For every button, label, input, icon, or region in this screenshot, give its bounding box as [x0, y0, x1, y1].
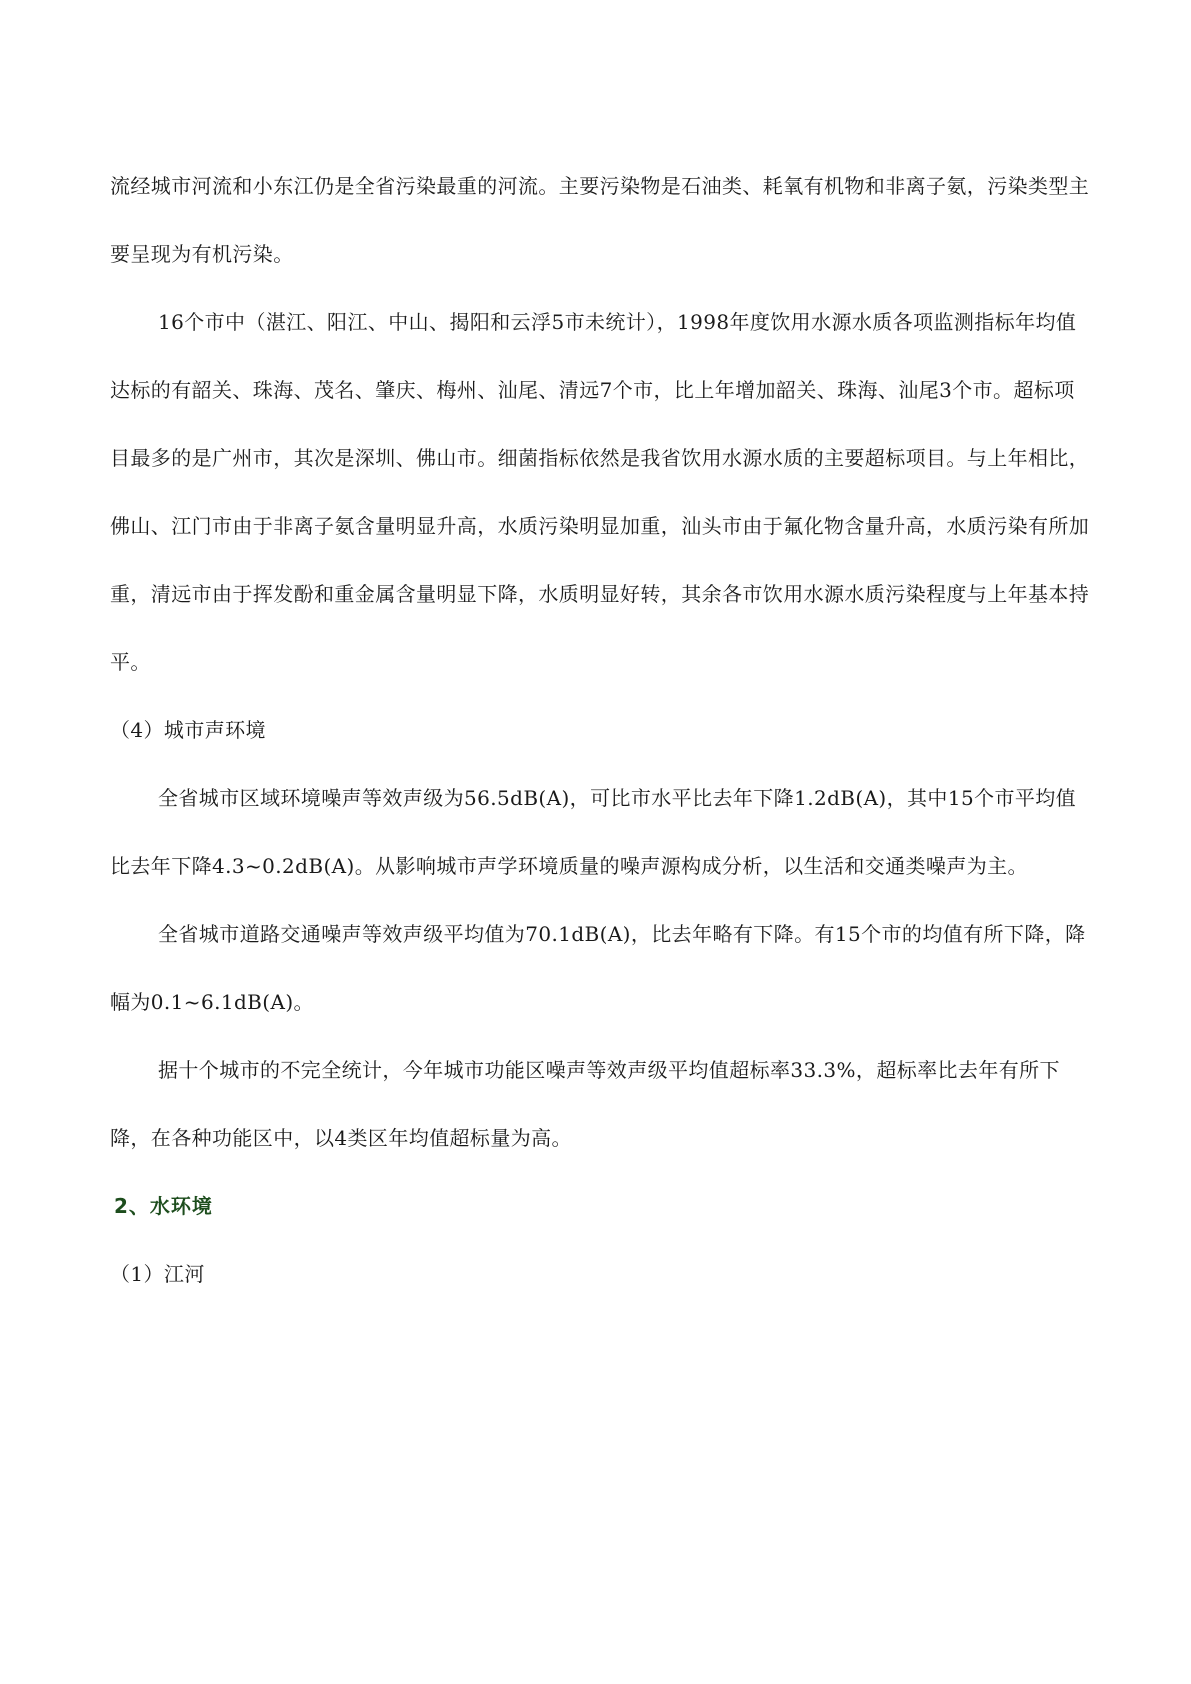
paragraph-regional-noise: 全省城市区域环境噪声等效声级为56.5dB(A)，可比市水平比去年下降1.2dB(A)，其中15个市平均值比去年下降4.3~0.2dB(A)。从影响城市声学环境质量的噪声源构成分析，以生活和交通类噪声为主。 — [110, 786, 1077, 878]
section-heading-water: 2、水环境 — [114, 1194, 213, 1218]
subheading-urban-noise: （4）城市声环境 — [110, 718, 266, 742]
paragraph-traffic-noise: 全省城市道路交通噪声等效声级平均值为70.1dB(A)，比去年略有下降。有15个市的均值有所下降，降幅为0.1~6.1dB(A)。 — [110, 922, 1086, 1014]
paragraph-functional-zone-noise: 据十个城市的不完全统计，今年城市功能区噪声等效声级平均值超标率33.3%，超标率比去年有所下降，在各种功能区中，以4类区年均值超标量为高。 — [110, 1058, 1060, 1150]
paragraph-river-pollution: 流经城市河流和小东江仍是全省污染最重的河流。主要污染物是石油类、耗氧有机物和非离子氨，污染类型主要呈现为有机污染。 — [110, 174, 1090, 266]
document-page — [110, 152, 1090, 1308]
paragraph-drinking-water: 16个市中（湛江、阳江、中山、揭阳和云浮5市未统计），1998年度饮用水源水质各项监测指标年均值达标的有韶关、珠海、茂名、肇庆、梅州、汕尾、清远7个市，比上年增加韶关、珠海、汕尾3个市。超标项目最多的是广州市，其次是深圳、佛山市。细菌指标依然是我省饮用水源水质的主要超标项目。与上年相比，佛山、江门市由于非离子氨含量明显升高，水质污染明显加重，汕头市由于氟化物含量升高，水质污染有所加重，清远市由于挥发酚和重金属含量明显下降，水质明显好转，其余各市饮用水源水质污染程度与上年基本持平。 — [110, 310, 1090, 674]
subheading-rivers: （1）江河 — [110, 1262, 205, 1286]
